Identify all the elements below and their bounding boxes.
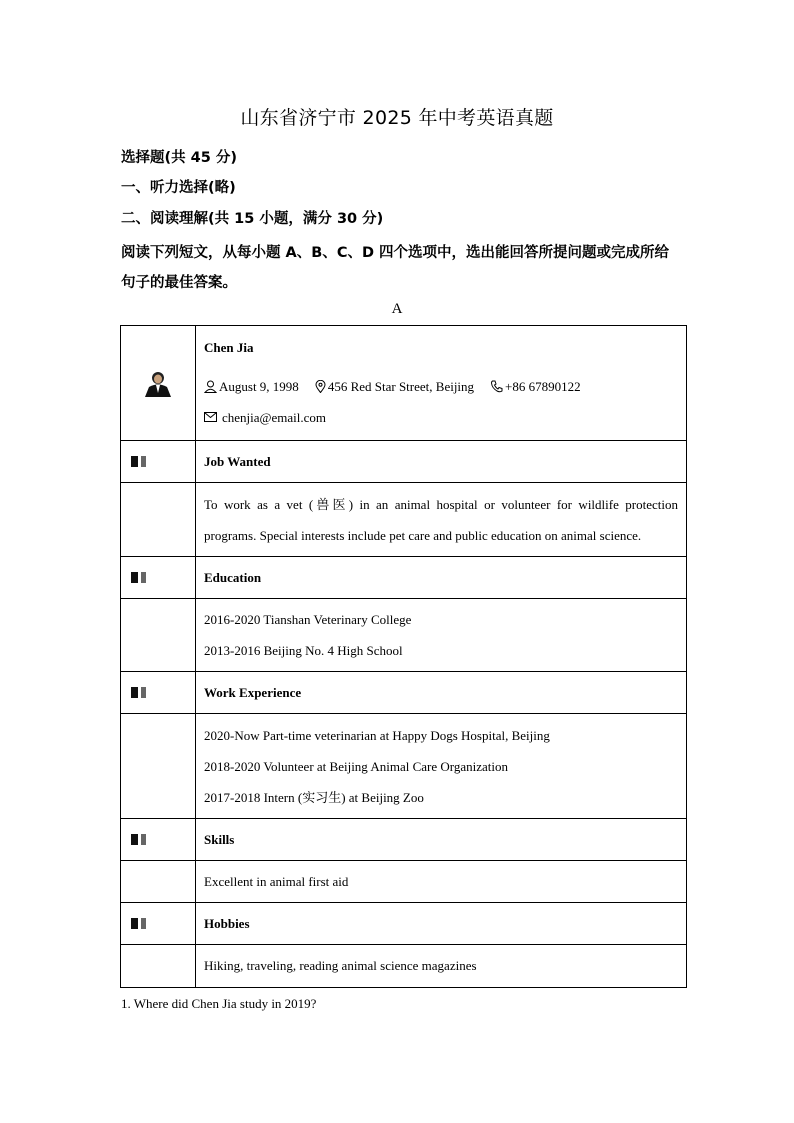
work-heading: Work Experience [196, 672, 687, 714]
job-wanted-line: programs. Special interests include pet care and public education on animal science. [204, 527, 642, 543]
section-listening: 一、听力选择(略) [121, 180, 236, 196]
marker-cell [121, 441, 196, 483]
job-wanted-heading: Job Wanted [196, 441, 687, 483]
section-marker-icon [129, 918, 187, 929]
marker-cell [121, 557, 196, 599]
empty-cell [121, 861, 196, 903]
empty-cell [121, 483, 196, 557]
avatar-cell [121, 326, 196, 441]
birthday-text: August 9, 1998 [219, 378, 299, 394]
section-marker-icon [129, 456, 187, 467]
skills-text: Excellent in animal first aid [196, 861, 687, 903]
work-item: 2017-2018 Intern (实习生) at Beijing Zoo [204, 789, 424, 805]
question-1: 1. Where did Chen Jia study in 2019? [121, 996, 317, 1011]
person-icon [204, 380, 217, 393]
education-heading: Education [196, 557, 687, 599]
work-item: 2020-Now Part-time veterinarian at Happy Dogs Hospital, Beijing [204, 727, 550, 743]
envelope-icon [204, 412, 217, 422]
marker-cell [121, 672, 196, 714]
resume-name: Chen Jia [204, 339, 254, 355]
section-marker-icon [129, 834, 187, 845]
job-wanted-cell [196, 483, 687, 557]
job-wanted-line: To work as a vet (兽医) in an animal hospital or volunteer for wildlife protection [204, 496, 678, 512]
address-item [315, 371, 474, 402]
section-choice: 选择题(共 45 分) [121, 150, 238, 166]
work-cell [196, 714, 687, 819]
reading-instruction: 阅读下列短文，从每小题 A、B、C、D 四个选项中，选出能回答所提问题或完成所给句子的最佳答案。 [121, 245, 670, 291]
empty-cell [121, 945, 196, 988]
email-line [204, 402, 678, 433]
section-marker-icon [129, 572, 187, 583]
avatar [143, 369, 173, 397]
page-title: 山东省济宁市 2025 年中考英语真题 [240, 107, 554, 129]
section-marker-icon [129, 687, 187, 698]
contact-cell [196, 326, 687, 441]
hobbies-heading: Hobbies [196, 903, 687, 945]
work-item: 2018-2020 Volunteer at Beijing Animal Care Organization [204, 758, 509, 774]
birthday-item [204, 371, 299, 402]
contact-line [204, 371, 678, 402]
empty-cell [121, 599, 196, 672]
hobbies-text: Hiking, traveling, reading animal science magazines [196, 945, 687, 988]
education-item: 2013-2016 Beijing No. 4 High School [204, 643, 403, 658]
skills-heading: Skills [196, 819, 687, 861]
email-item [204, 402, 326, 433]
marker-cell [121, 903, 196, 945]
education-item: 2016-2020 Tianshan Veterinary College [204, 612, 412, 627]
email-text: chenjia@email.com [222, 409, 327, 425]
phone-icon [490, 380, 503, 393]
empty-cell [121, 714, 196, 819]
location-pin-icon [315, 380, 326, 393]
passage-label: A [391, 301, 403, 317]
marker-cell [121, 819, 196, 861]
phone-item [490, 371, 581, 402]
section-reading: 二、阅读理解(共 15 小题，满分 30 分) [121, 211, 384, 227]
education-cell [196, 599, 687, 672]
address-text: 456 Red Star Street, Beijing [327, 378, 475, 394]
resume-table [120, 325, 687, 988]
phone-text: +86 67890122 [505, 378, 581, 394]
